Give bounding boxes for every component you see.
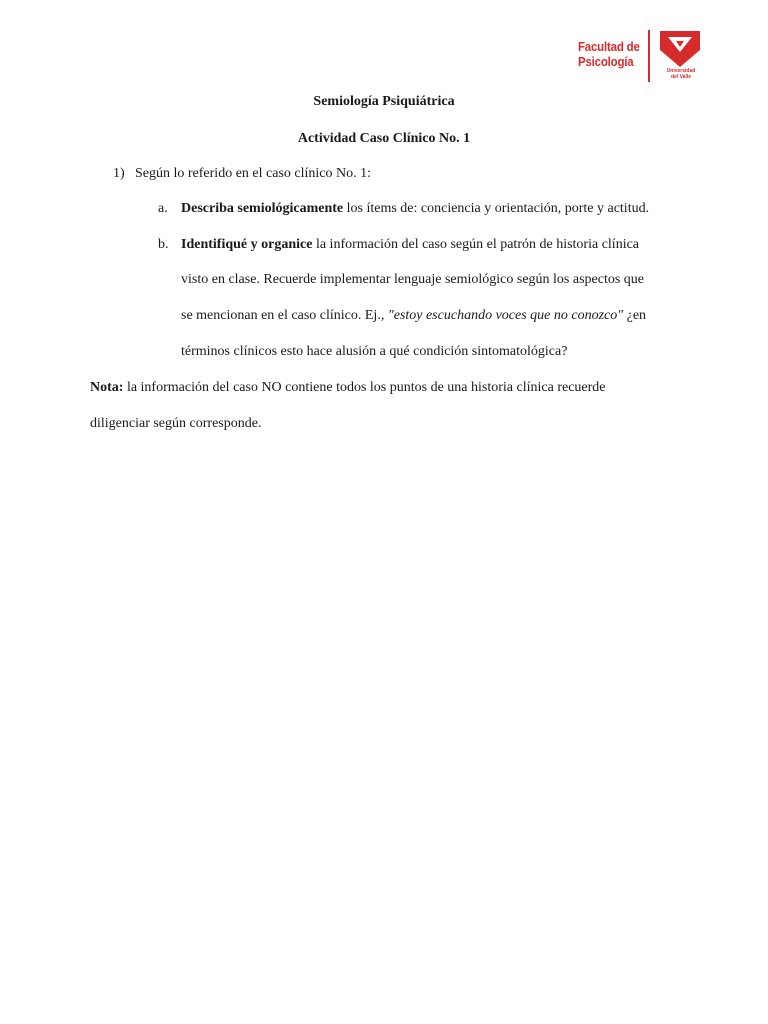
sub-item-b-quote: "estoy escuchando voces que no conozco" bbox=[387, 308, 624, 323]
sub-item-a-marker: a. bbox=[158, 201, 168, 216]
list-item-1 bbox=[113, 166, 371, 182]
list-marker: 1) bbox=[113, 166, 125, 181]
sub-item-a-text: los ítems de: conciencia y orientación, porte y actitud. bbox=[343, 201, 650, 216]
sub-item-a bbox=[181, 201, 649, 217]
university-name-line1: Universidad bbox=[666, 68, 696, 74]
university-shield-icon bbox=[659, 30, 701, 68]
note-line1-text: la información del caso NO contiene todos los puntos de una historia clínica recuerde bbox=[123, 380, 606, 395]
note-line1 bbox=[90, 380, 606, 396]
faculty-name-line2: Psicología bbox=[578, 54, 634, 69]
sub-item-b-line4: términos clínicos esto hace alusión a qué condición sintomatológica? bbox=[181, 344, 568, 359]
sub-item-b-line1 bbox=[181, 237, 639, 253]
university-name-line2: del Valle bbox=[670, 73, 691, 80]
sub-item-b-line3-post: ¿en bbox=[623, 308, 647, 323]
list-item-text: Según lo referido en el caso clínico No. 1: bbox=[135, 166, 371, 181]
faculty-logo bbox=[578, 30, 706, 84]
note-label: Nota: bbox=[90, 380, 124, 395]
logo-divider bbox=[648, 30, 650, 82]
sub-item-b-line2: visto en clase. Recuerde implementar lenguaje semiológico según los aspectos que bbox=[181, 272, 645, 287]
sub-item-b-marker: b. bbox=[158, 237, 169, 252]
university-name bbox=[656, 69, 706, 80]
document-subtitle: Actividad Caso Clínico No. 1 bbox=[297, 131, 471, 146]
note-line2: diligenciar según corresponde. bbox=[90, 416, 262, 431]
sub-item-b-bold: Identifiqué y organice bbox=[181, 237, 313, 252]
faculty-name-line1: Facultad de bbox=[578, 39, 640, 54]
sub-item-b-line1-text: la información del caso según el patrón de historia clínica bbox=[312, 237, 640, 252]
sub-item-b-line3-pre: se mencionan en el caso clínico. Ej., bbox=[181, 308, 388, 323]
document-title: Semiología Psiquiátrica bbox=[313, 94, 455, 109]
sub-item-a-bold: Describa semiológicamente bbox=[181, 201, 344, 216]
faculty-name bbox=[578, 39, 640, 69]
sub-item-b-line3 bbox=[181, 308, 646, 324]
